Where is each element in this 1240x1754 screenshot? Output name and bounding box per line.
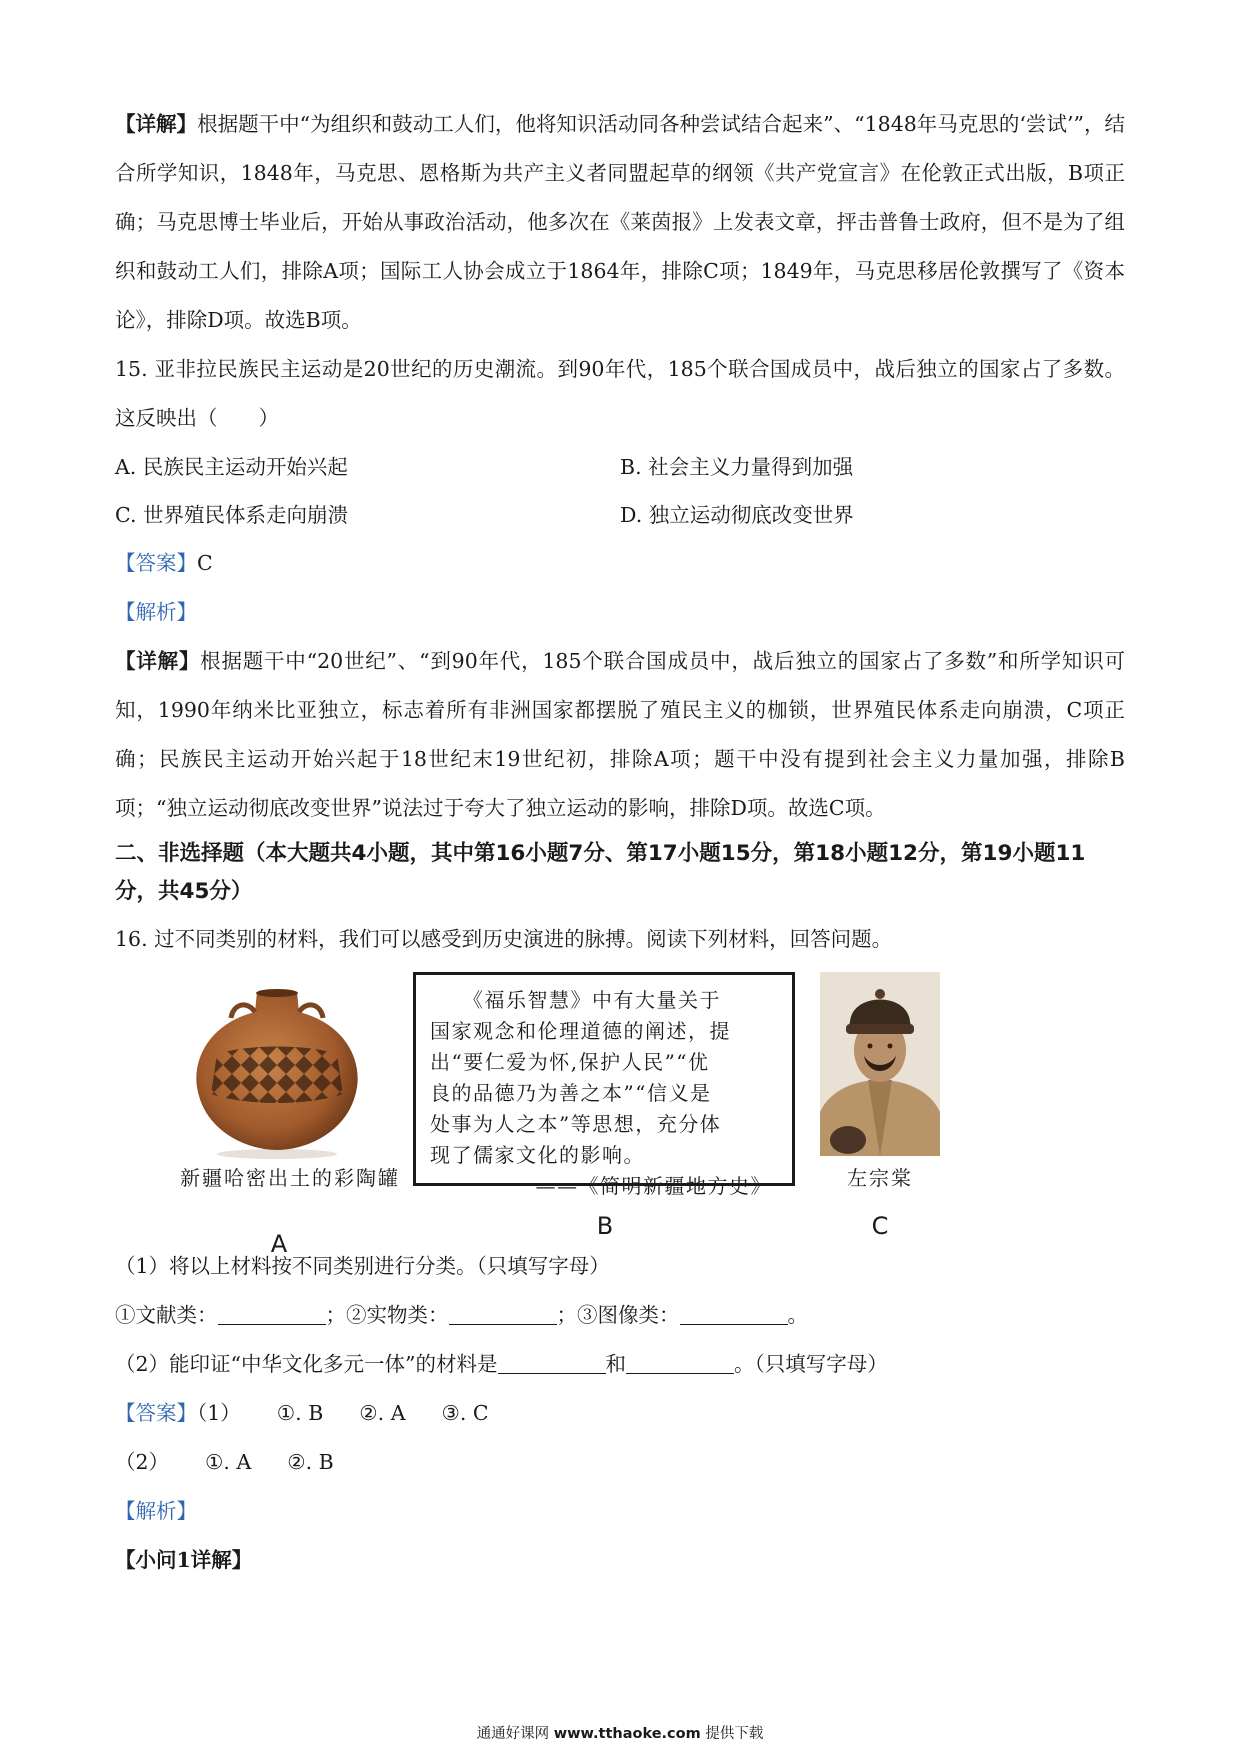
q16-stem: 16. 过不同类别的材料，我们可以感受到历史演进的脉搏。阅读下列材料，回答问题。 xyxy=(115,927,893,951)
blank-object[interactable] xyxy=(449,1304,557,1325)
material-a-letter: A xyxy=(270,1230,288,1258)
q16-sub2 xyxy=(115,1340,1125,1389)
q16-answer-1 xyxy=(115,1389,1125,1438)
footer-tail: 提供下载 xyxy=(705,1726,764,1742)
detail-label: 【详解】 xyxy=(115,649,201,673)
material-b-line: 《福乐智慧》中有大量关于 xyxy=(430,988,721,1012)
q16-sub1: （1）将以上材料按不同类别进行分类。（只填写字母） xyxy=(115,1254,610,1278)
answer-num: （1） xyxy=(197,1401,241,1425)
material-b-line: 国家观念和伦理道德的阐述，提 xyxy=(430,1019,731,1043)
answer-item: ①. B xyxy=(276,1401,324,1425)
answer-item: ①. A xyxy=(205,1450,252,1474)
sub2-text: （2）能印证“中华文化多元一体”的材料是 xyxy=(115,1352,498,1376)
fill-end: 。 xyxy=(787,1303,808,1327)
answer-num: （2） xyxy=(115,1450,170,1474)
q15-analysis-label: 【解析】 xyxy=(115,600,197,624)
fill-object-label: ；②实物类： xyxy=(325,1303,449,1327)
material-c-caption: 左宗棠 xyxy=(847,1166,913,1190)
footer-url[interactable]: www.tthaoke.com xyxy=(553,1726,701,1742)
material-b-text-box xyxy=(413,972,795,1198)
material-b-line: 处事为人之本”等思想，充分体 xyxy=(430,1112,722,1136)
q16-answer-2 xyxy=(115,1438,1125,1487)
option-b: B. 社会主义力量得到加强 xyxy=(620,455,854,479)
painted-pottery-jar-image xyxy=(187,984,367,1159)
material-b-line: 良的品德乃为善之本”“信义是 xyxy=(430,1081,712,1105)
detail-text: 根据题干中“为组织和鼓动工人们，他将知识活动同各种尝试结合起来”、“1848年马克思的‘尝试’”，结合所学知识，1848年，马克思、恩格斯为共产主义者同盟起草的纲领《共产党宣言》在伦敦正式出版，B项正确；马克思博士毕业后，开始从事政治活动，他多次在《莱茵报》上发表文章，抨击普鲁士政府，但不是为了组织和鼓动工人们，排除A项；国际工人协会成立于1864年，排除C项；1849年，马克思移居伦敦撰写了《资本论》，排除D项。故选B项。 xyxy=(115,112,1126,332)
detail-label: 【详解】 xyxy=(115,112,198,136)
answer-item: ②. B xyxy=(287,1450,334,1474)
q16-analysis-label: 【解析】 xyxy=(115,1499,197,1523)
sub2-and: 和 xyxy=(605,1352,627,1376)
q15-answer xyxy=(115,539,1125,588)
q16-sub1-fill xyxy=(115,1291,1125,1340)
answer-item: ②. A xyxy=(359,1401,406,1425)
material-b-source: ——《简明新疆地方史》 xyxy=(535,1174,772,1198)
material-a-caption: 新疆哈密出土的彩陶罐 xyxy=(180,1166,400,1190)
footer-site: 通通好课网 xyxy=(476,1726,550,1742)
document-page xyxy=(115,100,1125,1585)
answer-label: 【答案】 xyxy=(115,551,197,575)
answer-item: ③. C xyxy=(441,1401,489,1425)
q15-detail xyxy=(115,637,1125,833)
answer-value: C xyxy=(197,551,213,575)
sub2-end: 。（只填写字母） xyxy=(734,1352,888,1376)
q14-detail xyxy=(115,100,1125,345)
q16-sub1-detail-label: 【小问1详解】 xyxy=(115,1548,253,1572)
material-b-line: 现了儒家文化的影响。 xyxy=(430,1143,645,1167)
q15-stem: 15. 亚非拉民族民主运动是20世纪的历史潮流。到90年代，185个联合国成员中，战后独立的国家占了多数。这反映出（ ） xyxy=(115,357,1125,430)
page-footer xyxy=(0,1722,1240,1743)
detail-text: 根据题干中“20世纪”、“到90年代，185个联合国成员中，战后独立的国家占了多数”和所学知识可知，1990年纳米比亚独立，标志着所有非洲国家都摆脱了殖民主义的枷锁，世界殖民体系走向崩溃，C项正确；民族民主运动开始兴起于18世纪末19世纪初，排除A项；题干中没有提到社会主义力量加强，排除B项；“独立运动彻底改变世界”说法过于夸大了独立运动的影响，排除D项。故选C项。 xyxy=(115,649,1126,820)
portrait-image xyxy=(820,972,940,1156)
option-a: A. 民族民主运动开始兴起 xyxy=(115,455,348,479)
q16-materials xyxy=(115,972,1125,1258)
section-heading: 二、非选择题（本大题共4小题，其中第16小题7分、第17小题15分，第18小题12分，第19小题11分，共45分） xyxy=(115,841,1086,904)
blank-material-2[interactable] xyxy=(626,1353,734,1374)
material-b-line: 出“要仁爱为怀,保护人民”“优 xyxy=(430,1050,710,1074)
blank-material-1[interactable] xyxy=(498,1353,606,1374)
material-c xyxy=(820,972,940,1191)
option-c: C. 世界殖民体系走向崩溃 xyxy=(115,503,348,527)
blank-doc[interactable] xyxy=(218,1304,326,1325)
material-b-letter: B xyxy=(596,1212,614,1240)
fill-image-label: ；③图像类： xyxy=(556,1303,680,1327)
material-c-letter: C xyxy=(871,1212,889,1240)
blank-image[interactable] xyxy=(680,1304,788,1325)
answer-label: 【答案】 xyxy=(115,1401,197,1425)
fill-doc-label: ①文献类： xyxy=(115,1303,218,1327)
q15-options xyxy=(115,443,1125,539)
option-d: D. 独立运动彻底改变世界 xyxy=(620,503,854,527)
